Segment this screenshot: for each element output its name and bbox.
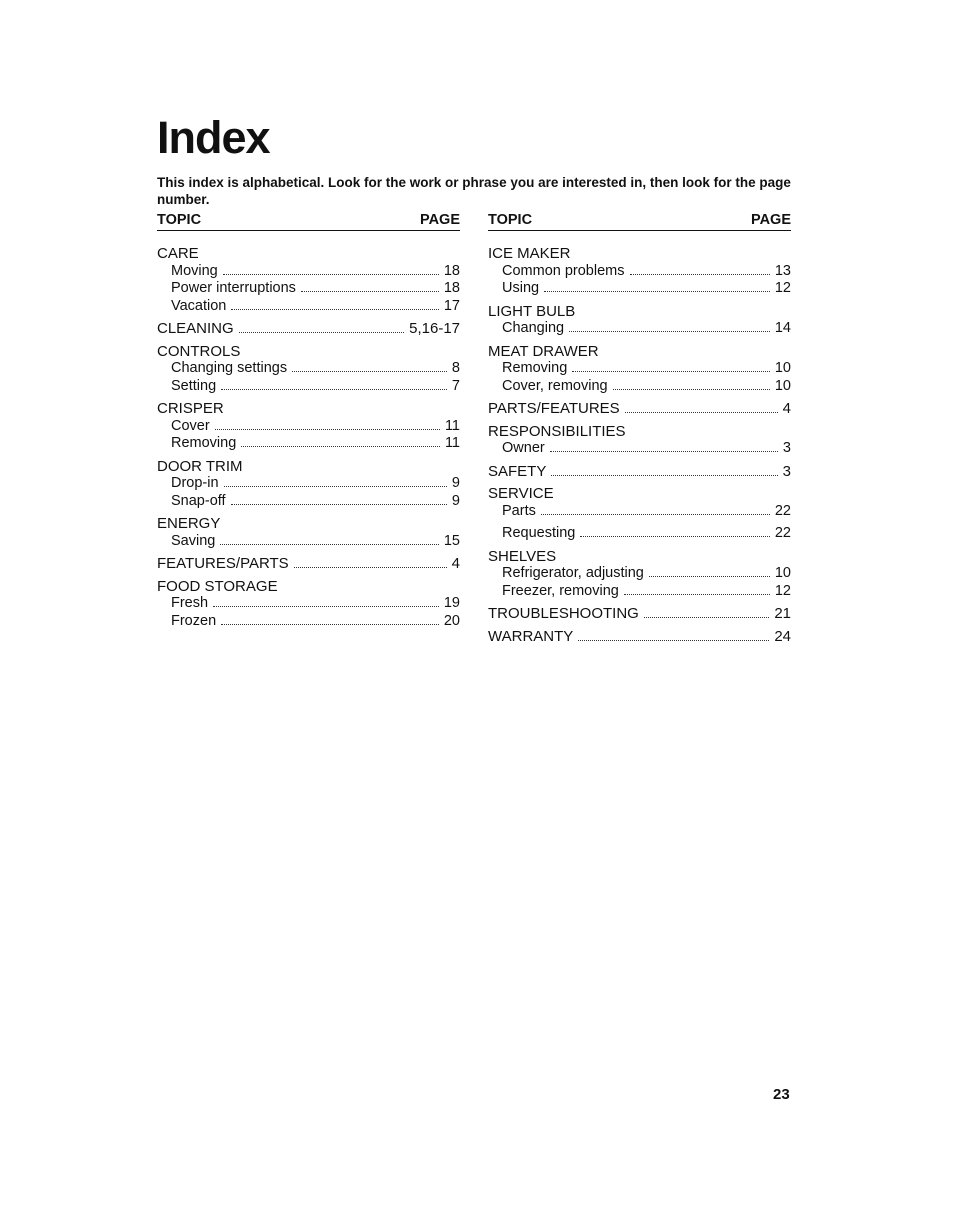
index-subtopic [488, 565, 791, 583]
dot-leader [630, 274, 770, 275]
index-subtopic [157, 378, 460, 396]
subtopic-label: Using [502, 280, 540, 296]
dot-leader [569, 331, 770, 332]
subtopic-label: Freezer, removing [502, 582, 619, 599]
index-subtopic [157, 435, 460, 453]
subtopic-label: Parts [502, 502, 536, 519]
index-entries-left [157, 245, 460, 630]
index-column-left [157, 212, 460, 635]
index-entry [488, 628, 791, 646]
dot-leader [624, 594, 770, 595]
dot-leader [551, 475, 777, 476]
index-entry [488, 423, 791, 458]
index-entry [157, 515, 460, 550]
page-ref: 12 [774, 582, 791, 599]
index-subtopic [488, 360, 791, 378]
index-topic [488, 628, 791, 646]
index-subtopic [488, 503, 791, 521]
dot-leader [292, 371, 447, 372]
topic-label: SAFETY [488, 462, 547, 480]
index-entry [157, 245, 460, 315]
page-ref: 3 [782, 440, 791, 456]
index-topic [157, 458, 460, 476]
dot-leader [649, 576, 770, 577]
index-entry [488, 605, 791, 623]
topic-label: CRISPER [157, 400, 224, 417]
index-subtopic [157, 280, 460, 298]
index-entry [488, 245, 791, 298]
page-ref: 18 [443, 280, 460, 296]
topic-label: FEATURES/PARTS [157, 555, 289, 572]
page-ref: 11 [444, 417, 460, 434]
page-ref: 18 [443, 262, 460, 279]
subtopic-label: Frozen [171, 612, 217, 629]
index-subtopic [157, 613, 460, 631]
index-subtopic [157, 360, 460, 378]
dot-leader [215, 429, 440, 430]
subtopic-label: Changing settings [171, 360, 288, 376]
index-entry [488, 463, 791, 481]
subtopic-label: Vacation [171, 297, 227, 314]
index-entry [157, 320, 460, 338]
page-ref: 4 [782, 400, 791, 417]
topic-label: DOOR TRIM [157, 457, 243, 475]
page-ref: 19 [443, 595, 460, 611]
page-ref: 11 [444, 435, 460, 451]
dot-leader [231, 309, 439, 310]
dot-leader [544, 291, 770, 292]
subtopic-label: Snap-off [171, 492, 226, 509]
index-entry [488, 303, 791, 338]
index-topic [157, 515, 460, 533]
index-entry [157, 555, 460, 573]
index-topic [488, 548, 791, 566]
dot-leader [572, 371, 770, 372]
dot-leader [550, 451, 778, 452]
index-subtopic [488, 280, 791, 298]
index-topic [157, 245, 460, 263]
dot-leader [221, 389, 447, 390]
subtopic-label: Owner [502, 440, 545, 456]
dot-leader [294, 567, 447, 568]
page-header: PAGE [750, 212, 791, 228]
subtopic-label: Common problems [502, 262, 625, 279]
page-ref: 20 [443, 612, 460, 629]
topic-label: WARRANTY [488, 627, 574, 645]
dot-leader [580, 536, 770, 537]
page-ref: 10 [774, 360, 791, 376]
index-subtopic [157, 263, 460, 281]
index-topic [157, 555, 460, 573]
page-ref: 12 [774, 280, 791, 296]
page-ref: 21 [774, 605, 791, 622]
subtopic-label: Power interruptions [171, 280, 296, 296]
index-entry [157, 458, 460, 511]
dot-leader [625, 412, 778, 413]
topic-label: RESPONSIBILITIES [488, 422, 626, 440]
dot-leader [241, 446, 440, 447]
page-ref: 17 [443, 297, 460, 314]
index-topic [488, 400, 791, 418]
page-ref: 10 [774, 377, 791, 394]
page-number: 23 [773, 1086, 790, 1103]
index-subtopic [157, 595, 460, 613]
index-entry [488, 343, 791, 396]
index-topic [157, 400, 460, 418]
page-ref: 5,16-17 [409, 320, 460, 337]
dot-leader [220, 544, 439, 545]
index-subtopic [488, 263, 791, 281]
index-topic [157, 578, 460, 596]
subtopic-label: Cover, removing [502, 377, 608, 394]
dot-leader [239, 332, 404, 333]
page-ref: 8 [451, 360, 460, 376]
index-entry [488, 485, 791, 543]
dot-leader [223, 274, 439, 275]
page-ref: 9 [451, 492, 460, 509]
subtopic-label: Saving [171, 532, 216, 549]
index-subtopic [157, 418, 460, 436]
page-header: PAGE [419, 212, 460, 228]
column-header [488, 212, 791, 231]
dot-leader [301, 291, 439, 292]
topic-header: TOPIC [488, 212, 533, 228]
index-topic [488, 605, 791, 623]
index-entry [157, 400, 460, 453]
index-subtopic [488, 320, 791, 338]
page-ref: 22 [774, 502, 791, 519]
dot-leader [541, 514, 770, 515]
index-topic [157, 320, 460, 338]
topic-label: TROUBLESHOOTING [488, 605, 639, 622]
index-subtopic [157, 475, 460, 493]
index-entry [157, 343, 460, 396]
index-entry [157, 578, 460, 631]
subtopic-label: Requesting [502, 525, 576, 541]
index-subtopic [488, 378, 791, 396]
index-subtopic [488, 525, 791, 543]
index-subtopic [488, 440, 791, 458]
index-topic [157, 343, 460, 361]
dot-leader [221, 624, 439, 625]
page-ref: 10 [774, 565, 791, 581]
topic-label: PARTS/FEATURES [488, 400, 620, 417]
dot-leader [613, 389, 770, 390]
index-topic [488, 343, 791, 361]
dot-leader [231, 504, 447, 505]
subtopic-label: Cover [171, 417, 210, 434]
page-ref: 24 [774, 627, 791, 645]
topic-label: FOOD STORAGE [157, 577, 278, 595]
index-topic [488, 423, 791, 441]
topic-label: CARE [157, 245, 199, 262]
index-topic [488, 463, 791, 481]
index-entry [488, 400, 791, 418]
page-ref: 9 [451, 475, 460, 491]
page-ref: 7 [451, 377, 460, 394]
topic-label: SERVICE [488, 485, 554, 502]
page-title: Index [157, 112, 270, 163]
subtopic-label: Setting [171, 377, 217, 394]
topic-label: ICE MAKER [488, 245, 571, 262]
index-topic [488, 485, 791, 503]
topic-label: CONTROLS [157, 342, 241, 360]
page-ref: 15 [443, 532, 460, 549]
index-column-right [488, 212, 791, 650]
dot-leader [644, 617, 769, 618]
subtopic-label: Refrigerator, adjusting [502, 565, 644, 581]
index-subtopic [157, 493, 460, 511]
page-ref: 22 [774, 525, 791, 541]
dot-leader [224, 486, 447, 487]
subtopic-label: Removing [502, 360, 568, 376]
subtopic-label: Fresh [171, 595, 209, 611]
index-subtopic [157, 533, 460, 551]
page-ref: 4 [451, 555, 460, 572]
subtopic-label: Removing [171, 435, 237, 451]
topic-label: CLEANING [157, 320, 234, 337]
subtopic-label: Moving [171, 262, 218, 279]
index-subtopic [488, 583, 791, 601]
topic-label: MEAT DRAWER [488, 342, 599, 360]
topic-header: TOPIC [157, 212, 202, 228]
index-entry [488, 548, 791, 601]
page-ref: 13 [774, 262, 791, 279]
index-topic [488, 245, 791, 263]
index-subtopic [157, 298, 460, 316]
intro-text: This index is alphabetical. Look for the work or phrase you are interested in, then look for the page number. [157, 175, 791, 207]
topic-label: ENERGY [157, 515, 221, 532]
page-ref: 3 [782, 462, 791, 480]
subtopic-label: Drop-in [171, 475, 219, 491]
index-topic [488, 303, 791, 321]
subtopic-label: Changing [502, 320, 565, 336]
column-header [157, 212, 460, 231]
dot-leader [578, 640, 769, 641]
topic-label: SHELVES [488, 547, 557, 565]
dot-leader [213, 606, 439, 607]
index-entries-right [488, 245, 791, 645]
topic-label: LIGHT BULB [488, 302, 576, 320]
page-ref: 14 [774, 320, 791, 336]
